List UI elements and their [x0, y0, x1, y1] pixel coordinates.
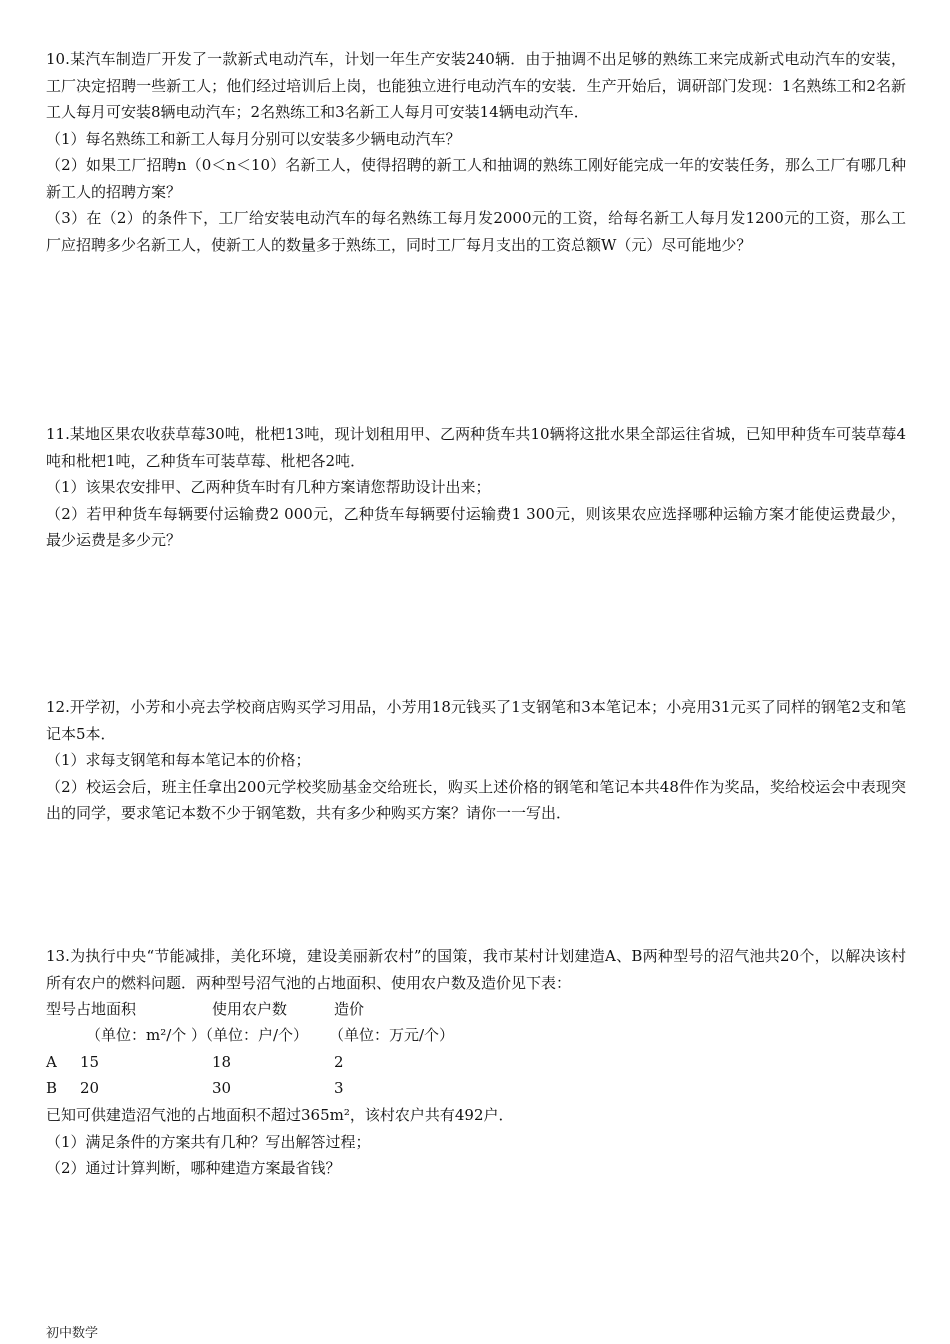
table-row-b-households: 30: [212, 1079, 232, 1097]
table-unit-area: （单位：m²/个 ）: [86, 1026, 207, 1044]
problem-12-statement: 12.开学初，小芳和小亮去学校商店购买学习用品，小芳用18元钱买了1支钢笔和3本笔记本；小亮用31元买了同样的钢笔2支和笔记本5本．: [46, 698, 906, 743]
table-unit-cost: （单位：万元/个）: [329, 1026, 455, 1044]
problem-12: [46, 694, 906, 827]
problem-11-question-1: （1）该果农安排甲、乙两种货车时有几种方案请您帮助设计出来；: [46, 478, 491, 496]
problem-13-statement: 13.为执行中央“节能减排，美化环境，建设美丽新农村”的国策，我市某村计划建造A、B两种型号的沼气池共20个，以解决该村所有农户的燃料问题．两种型号沼气池的占地面积、使用农户数及造价见下表：: [46, 947, 906, 992]
problem-12-question-2: （2）校运会后，班主任拿出200元学校奖励基金交给班长，购买上述价格的钢笔和笔记本共48件作为奖品，奖给校运会中表现突出的同学，要求笔记本数不少于钢笔数，共有多少种购买方案？请你一一写出．: [46, 777, 906, 822]
problem-10-question-2: （2）如果工厂招聘n（0＜n＜10）名新工人，使得招聘的新工人和抽调的熟练工刚好能完成一年的安装任务，那么工厂有哪几种新工人的招聘方案？: [46, 156, 906, 201]
problem-12-question-1: （1）求每支钢笔和每本笔记本的价格；: [46, 751, 311, 769]
page-footer: 初中数学: [46, 1326, 99, 1341]
problem-13-question-2: （2）通过计算判断，哪种建造方案最省钱？: [46, 1159, 341, 1177]
problem-11: [46, 421, 906, 554]
table-header-households: 使用农户数: [212, 1000, 288, 1018]
problem-13: [46, 943, 906, 1182]
problem-11-question-2: （2）若甲种货车每辆要付运输费2 000元，乙种货车每辆要付运输费1 300元，则该果农应选择哪种运输方案才能使运费最少，最少运费是多少元？: [46, 504, 906, 549]
table-row-b-type: B: [46, 1079, 58, 1097]
table-row-a-type: A: [46, 1053, 57, 1071]
table-row-b-cost: 3: [334, 1079, 344, 1097]
problem-10-question-1: （1）每名熟练工和新工人每月分别可以安装多少辆电动汽车？: [46, 129, 461, 148]
problem-10: [46, 46, 906, 258]
problem-10-statement: 10.某汽车制造厂开发了一款新式电动汽车，计划一年生产安装240辆．由于抽调不出足够的熟练工来完成新式电动汽车的安装，工厂决定招聘一些新工人；他们经过培训后上岗，也能独立进行电动汽车的安装．生产开始后，调研部门发现：1名熟练工和2名新工人每月可安装8辆电动汽车；2名熟练工和3名新工人每月可安装14辆电动汽车．: [46, 50, 906, 121]
table-header-area: 型号占地面积: [46, 1000, 137, 1018]
table-row-a-households: 18: [212, 1053, 232, 1071]
problem-11-statement: 11.某地区果农收获草莓30吨，枇杷13吨，现计划租用甲、乙两种货车共10辆将这批水果全部运往省城，已知甲种货车可装草莓4吨和枇杷1吨，乙种货车可装草莓、枇杷各2吨．: [46, 425, 906, 470]
biogas-pool-table: [46, 996, 906, 1102]
table-header-cost: 造价: [334, 1000, 365, 1018]
problem-10-question-3: （3）在（2）的条件下，工厂给安装电动汽车的每名熟练工每月发2000元的工资，给每名新工人每月发1200元的工资，那么工厂应招聘多少名新工人，使新工人的数量多于熟练工，同时工厂每月支出的工资总额W（元）尽可能地少？: [46, 209, 906, 254]
table-row-a-cost: 2: [334, 1053, 344, 1071]
table-row-a-area: 15: [80, 1053, 100, 1071]
problem-13-condition: 已知可供建造沼气池的占地面积不超过365m²，该村农户共有492户．: [46, 1106, 514, 1124]
problem-13-question-1: （1）满足条件的方案共有几种？写出解答过程；: [46, 1132, 371, 1151]
table-row-b-area: 20: [80, 1079, 100, 1097]
table-unit-households: （单位：户/个）: [198, 1026, 309, 1044]
